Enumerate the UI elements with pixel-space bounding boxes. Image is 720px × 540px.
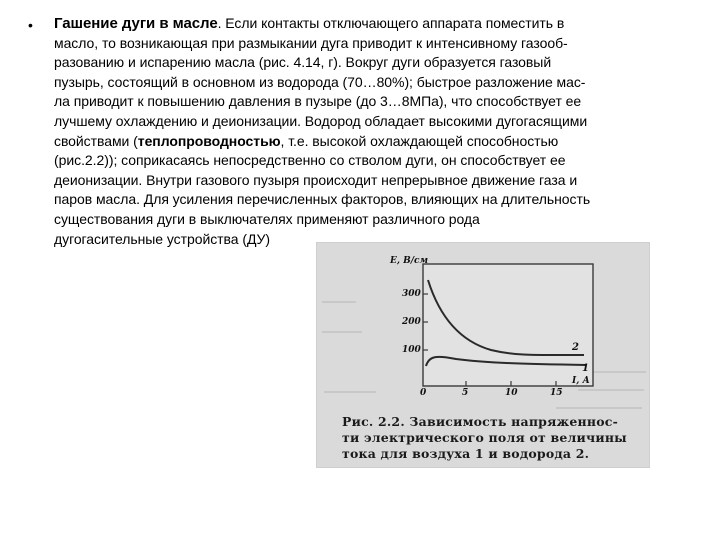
body-text <box>54 14 694 249</box>
x-tick-10: 10 <box>505 388 518 398</box>
text-line-6: лучшему охлаждению и деионизации. Водород обладает высокими дугогасящими <box>54 112 588 129</box>
plot-area <box>423 264 593 386</box>
y-tick-200: 200 <box>402 317 421 327</box>
text-line-4: пузырь, состоящий в основном из водорода (70…80%); быстрое разложение мас- <box>54 73 586 90</box>
y-tick-100: 100 <box>402 345 421 355</box>
figure-caption <box>342 414 642 462</box>
text-line-3: разованию и испарению масла (рис. 4.14, г). Вокруг дуги образуется газовый <box>54 54 552 71</box>
curve-label-1: 1 <box>582 363 589 374</box>
x-tick-0: 0 <box>420 388 427 398</box>
y-axis-label: E, В/см <box>390 256 429 266</box>
x-tick-15: 15 <box>550 388 563 398</box>
curve-label-2: 2 <box>572 342 579 353</box>
text-line-9: деионизации. Внутри газового пузыря происходит непрерывное движение газа и <box>54 171 578 188</box>
text-line-12: дугогасительные устройства (ДУ) <box>54 230 270 247</box>
text-line-8: (рис.2.2)); соприкасаясь непосредственно со стволом дуги, он способствует ее <box>54 152 566 169</box>
bullet-marker: • <box>28 17 33 33</box>
x-axis-label: I, А <box>572 376 590 386</box>
bold-term: теплопроводностью <box>137 132 281 149</box>
text-line-7: свойствами (теплопроводностью, т.е. высокой охлаждающей способностью <box>54 132 559 149</box>
text-line-1: Гашение дуги в масле. Если контакты отключающего аппарата поместить в <box>54 15 565 32</box>
text-line-11: существования дуги в выключателях применяют различного рода <box>54 210 480 227</box>
figure-scan <box>316 242 650 468</box>
caption-line-1: Рис. 2.2. Зависимость напряженнос- <box>342 414 618 429</box>
section-title: Гашение дуги в масле <box>54 15 218 32</box>
caption-line-3: тока для воздуха 1 и водорода 2. <box>342 446 590 461</box>
y-tick-300: 300 <box>402 289 421 299</box>
caption-line-2: ти электрического поля от величины <box>342 430 627 445</box>
text-line-10: паров масла. Для усиления перечисленных факторов, влияющих на длительность <box>54 191 591 208</box>
text-line-5: ла приводит к повышению давления в пузыре (до 3…8МПа), что способствует ее <box>54 93 582 110</box>
text-line-2: масло, то возникающая при размыкании дуга приводит к интенсивному газооб- <box>54 34 568 51</box>
x-tick-5: 5 <box>462 388 469 398</box>
